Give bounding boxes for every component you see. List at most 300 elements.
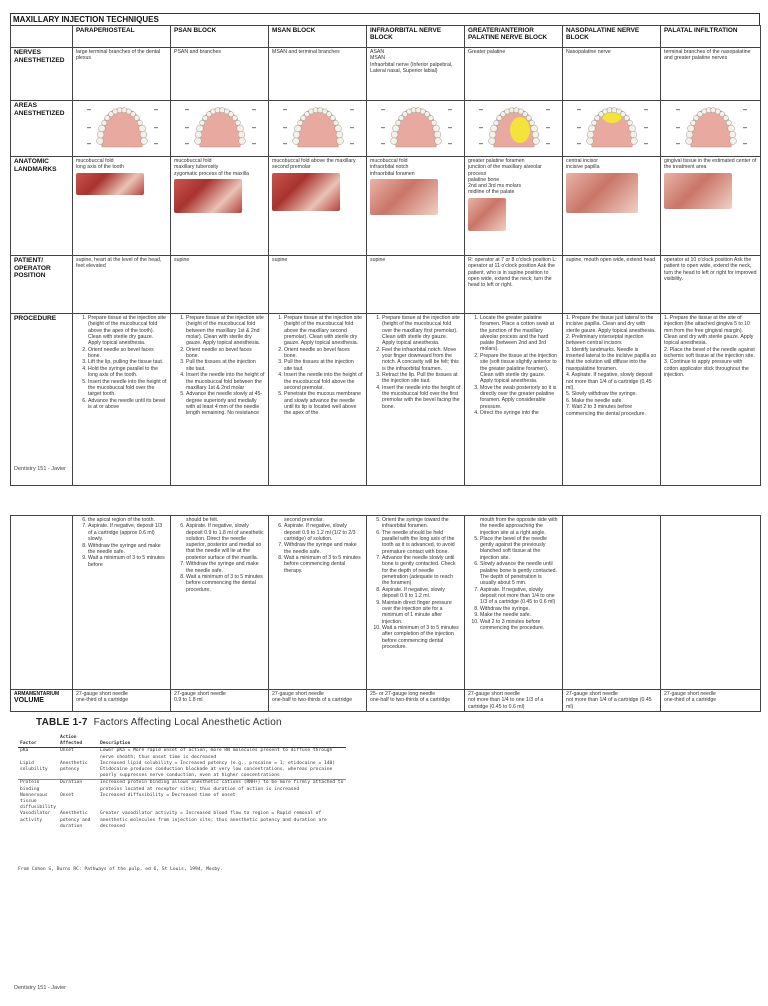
tooth-shape	[98, 125, 105, 132]
position-cell: supine	[367, 256, 465, 314]
tooth-shape	[140, 138, 147, 145]
arm-volume-cell	[171, 690, 269, 712]
cell-line: central incisor	[566, 158, 599, 164]
volume-text: one-third of a cartridge	[664, 697, 717, 704]
arch-diagram-cell	[171, 101, 269, 157]
col-header: NASOPALATINE NERVE BLOCK	[563, 26, 661, 48]
tooth-shape	[140, 131, 147, 138]
landmark-photo	[566, 173, 638, 213]
tooth-shape	[391, 131, 398, 138]
action-cell: Onset	[59, 792, 74, 798]
position-cell: supine, heart at the level of the head, feet elevated	[73, 256, 171, 314]
procedure-step: 8. Withdraw the syringe and make the needle safe.	[88, 543, 167, 556]
procedure-step: 10. Wait 2 to 3 minutes before commencing the procedure.	[480, 619, 559, 632]
procedure-steps	[272, 315, 363, 417]
action-cell: Onset	[59, 748, 74, 754]
procedure-cell	[465, 516, 563, 690]
procedure-step: 3. Retract the lip. Pull the tissues at the injection site taut.	[382, 372, 461, 385]
label-tick	[381, 127, 385, 128]
procedure-step: 2. Orient needle so bevel faces bone.	[284, 347, 363, 360]
cell-line: Infraorbital nerve (Inferior palpebral, Lateral nasal, Superior labial)	[370, 61, 453, 74]
tooth-shape	[238, 131, 245, 138]
label-tick	[87, 109, 91, 110]
table-1-7-col-header: Action Affected	[58, 735, 98, 748]
procedure-step: 7. Aspirate. If negative, slowly deposit not more than 1/4 to one 1/3 of a cartridge (0.45 to 0.6 ml)	[480, 587, 559, 606]
row-label-landmarks: ANATOMIC LANDMARKS	[11, 157, 73, 256]
tooth-shape	[532, 131, 539, 138]
procedure-cell	[171, 314, 269, 486]
procedure-step: 1. Prepare the tissue just lateral to the incisive papilla. Clean and dry with sterile gauze. Apply topical anesthesia.	[566, 315, 656, 334]
label-tick	[743, 143, 747, 144]
row-label-areas: AREAS ANESTHETIZED	[11, 101, 73, 157]
nerves-row	[11, 48, 761, 101]
procedure-steps	[370, 315, 461, 410]
tooth-shape	[194, 138, 201, 145]
label-tick	[350, 127, 354, 128]
document-title: MAXILLARY INJECTION TECHNIQUES	[10, 13, 760, 25]
arch-diagram-cell	[563, 101, 661, 157]
procedure-cell	[73, 314, 171, 486]
palate-shape	[296, 108, 338, 147]
landmarks-cell	[465, 157, 563, 256]
action-cell: Duration	[58, 780, 98, 793]
tooth-shape	[529, 120, 534, 125]
procedure-cell	[171, 516, 269, 690]
col-header: INFRAORBITAL NERVE BLOCK	[367, 26, 465, 48]
tooth-shape	[729, 138, 736, 145]
procedure-step-continued: second premolar.	[284, 517, 324, 523]
landmarks-cell	[171, 157, 269, 256]
factor-cell: Lipid solubility	[20, 760, 48, 773]
arch-diagram-cell	[465, 101, 563, 157]
armamentarium-text: 25- or 27-gauge long needle	[370, 691, 436, 697]
position-cell: supine, mouth open wide, extend head	[563, 256, 661, 314]
nerves-cell	[661, 48, 761, 101]
procedure-cell	[661, 516, 761, 690]
armamentarium-text: 27-gauge short needle	[566, 691, 618, 697]
landmarks-cell	[269, 157, 367, 256]
procedure-cell	[563, 314, 661, 486]
description-cell: Greater vasodilator activity = Increased blood flow to region = Rapid removal of anesthetic molecules from injection site; thus anesthetic potency and duration are decreased	[99, 811, 327, 829]
maxillary-arch-diagram	[182, 103, 258, 149]
maxillary-arch-diagram	[378, 103, 454, 149]
tooth-shape	[591, 120, 596, 125]
procedure-step: 7. Aspirate. If negative, deposit 1/3 of a cartridge (approx 0.6 ml) slowly.	[88, 523, 167, 542]
procedure-step-continued: should be felt.	[186, 517, 219, 523]
cell-line: Greater palatine	[468, 49, 506, 55]
tooth-shape	[627, 120, 632, 125]
page-2	[10, 515, 760, 712]
procedure-step: 3. Continue to apply pressure with cotton applicator stick throughout the injection.	[664, 359, 749, 379]
procedure-step: 1. Prepare the tissue at the site of injection (the attached gingiva 5 to 10 mm from the free gingival margin). Clean and dry with sterile gauze. Apply topical anesthesia.	[664, 315, 754, 347]
procedure-step: 7. Withdraw the syringe and make the needle safe.	[284, 542, 363, 555]
nerves-cell	[171, 48, 269, 101]
procedure-step: 1. Prepare tissue at the injection site (height of the mucobuccal fold above the maxillary second premolar). Clean with sterile dry gauze. Apply topical anesthesia.	[284, 315, 363, 346]
tooth-shape	[432, 125, 439, 132]
cell-line: maxillary tuberosity	[174, 164, 219, 171]
procedure-step: 9. Wait a minimum of 3 to 5 minutes before	[88, 555, 167, 568]
tooth-shape	[294, 125, 301, 132]
cell-line: midline of the palate	[468, 189, 515, 196]
landmarks-cell	[661, 157, 761, 256]
description-cell: Increased protein binding allows anesthetic cations (RNH+) to be more firmly attached to proteins located at receptor sites; thus duration of action is increased	[98, 780, 346, 793]
procedure-step: 8. Withdraw the syringe.	[480, 606, 559, 612]
col-header: PARAPERIOSTEAL	[73, 26, 171, 48]
position-cell: supine	[269, 256, 367, 314]
procedure-row-continued	[11, 516, 761, 690]
tooth-shape	[293, 131, 300, 138]
palate-shape	[394, 108, 436, 147]
label-tick	[381, 109, 385, 110]
cell-line: large terminal branches of the dental plexus	[76, 49, 161, 62]
procedure-step: 4. Direct the syringe into the	[480, 410, 559, 416]
procedure-steps	[174, 315, 265, 417]
factor-cell: Vasodilator activity	[20, 811, 51, 823]
arch-diagram-cell	[367, 101, 465, 157]
tooth-shape	[690, 120, 695, 125]
tooth-shape	[586, 138, 593, 145]
label-tick	[546, 109, 550, 110]
volume-text: one-third of a cartridge	[76, 697, 129, 704]
footer-text: Dentistry 151 - Javier	[14, 466, 66, 472]
maxillary-arch-diagram	[84, 103, 160, 149]
procedure-step: 2. Place the bevel of the needle against ischemic soft tissue at the injection site.	[664, 346, 755, 359]
label-tick	[350, 143, 354, 144]
landmarks-row	[11, 157, 761, 256]
maxillary-arch-diagram	[476, 103, 552, 149]
factor-cell: Nonnervous tissue diffusibility	[20, 792, 56, 811]
description-cell: Increased lipid solubility = Increased potency (e.g., procaine = 1; etidocaine = 140) Etidocaine produces conduction blockade at very low concentrations, whereas procaine poorly suppresses nerve conduction, even at higher concentrations	[99, 760, 336, 779]
tooth-shape	[297, 120, 302, 125]
label-tick	[479, 143, 483, 144]
nerves-cell	[73, 48, 171, 101]
table-1-7-label: TABLE 1-7	[36, 717, 88, 728]
empty-label-cell	[11, 516, 73, 690]
arch-diagram-cell	[661, 101, 761, 157]
procedure-cell	[661, 314, 761, 486]
armamentarium-text: 27-gauge short needle	[76, 691, 128, 697]
cell-line: mucobuccal fold	[76, 158, 114, 164]
landmark-photo	[272, 173, 340, 211]
arm-volume-cell	[269, 690, 367, 712]
procedure-step: 6. Make the needle safe.	[566, 397, 623, 404]
nerves-cell	[465, 48, 563, 101]
tooth-shape	[395, 120, 400, 125]
procedure-cell	[465, 314, 563, 486]
tooth-shape	[434, 138, 441, 145]
tooth-shape	[96, 138, 103, 145]
cell-line: palatine bone	[468, 176, 500, 183]
procedure-step: 3. Pull the tissues at the injection site taut.	[284, 359, 363, 372]
label-tick	[252, 127, 256, 128]
label-tick	[644, 109, 648, 110]
procedure-step: 2. Preliminary interseptal injection between central incisors	[566, 334, 644, 347]
tooth-shape	[196, 125, 203, 132]
landmark-photo	[370, 179, 438, 215]
procedure-steps	[272, 523, 363, 574]
label-tick	[546, 127, 550, 128]
tooth-shape	[97, 131, 104, 138]
tooth-shape	[532, 138, 539, 145]
volume-text: one-half to two-thirds of a cartridge	[370, 697, 451, 704]
label-tick	[185, 109, 189, 110]
label-tick	[252, 143, 256, 144]
procedure-steps	[76, 315, 167, 410]
landmarks-cell	[367, 157, 465, 256]
row-label-armamentarium-volume	[11, 690, 73, 712]
tooth-shape	[235, 120, 240, 125]
procedure-step: 2. Orient needle so bevel faces bone.	[88, 347, 167, 360]
tooth-shape	[727, 125, 734, 132]
table-1-7-col-header: Factor	[18, 735, 58, 748]
nerves-cell	[563, 48, 661, 101]
tooth-shape	[137, 120, 142, 125]
arm-volume-cell	[367, 690, 465, 712]
tooth-shape	[493, 120, 498, 125]
landmark-photo	[76, 173, 144, 195]
armamentarium-text: 27-gauge short needle	[272, 691, 324, 697]
procedure-cell	[269, 314, 367, 486]
tooth-shape	[238, 138, 245, 145]
row-label-position: PATIENT/ OPERATOR POSITION	[11, 256, 73, 314]
injection-techniques-table-continued	[10, 515, 761, 712]
label-tick	[676, 143, 680, 144]
procedure-step: 4. Aspirate. If negative, slowly deposit not more than 1/4 of a cartridge (0.45 ml).	[566, 372, 653, 391]
cell-line: ASAN	[370, 49, 385, 55]
label-tick	[252, 109, 256, 110]
procedure-step-continued: mouth from the opposite side with the needle approaching the injection site at a right angle.	[480, 517, 558, 536]
tooth-shape	[434, 131, 441, 138]
col-header: PSAN BLOCK	[171, 26, 269, 48]
tooth-shape	[390, 138, 397, 145]
label-tick	[154, 109, 158, 110]
armamentarium-volume-row	[11, 690, 761, 712]
label-tick	[185, 127, 189, 128]
procedure-step: 3. Move the swab posteriorly so it is directly over the greater palatine foramen. Apply considerable pressure.	[480, 385, 559, 410]
label-tick	[743, 109, 747, 110]
procedure-step: 5. Orient the syringe toward the infraorbital foramen.	[382, 517, 461, 530]
procedure-step: 8. Wait a minimum of 3 to 5 minutes before commencing dental therapy.	[284, 555, 363, 574]
procedure-step: 7. Wait 2 to 3 minutes before commencing the dental procedure.	[566, 404, 646, 417]
procedure-step: 9. Maintain direct finger pressure over the injection site for a minimum of 1 minute after injection.	[382, 600, 461, 625]
procedure-step: 8. Wait a minimum of 3 to 5 minutes before commencing the dental procedure.	[186, 574, 265, 593]
nerves-cell	[367, 48, 465, 101]
table-1-7-row	[18, 811, 346, 830]
col-header: PALATAL INFILTRATION	[661, 26, 761, 48]
label-tick	[644, 127, 648, 128]
procedure-step: 6. Aspirate. If negative, slowly deposit 0.9 to 1.8 ml of anesthetic solution. Direct the needle superior, posterior and medial so that the needle will lie at the posterior surface of the maxilla.	[186, 523, 265, 561]
procedure-step: 1. Prepare tissue at the injection site (height of the mucobuccal fold above the apex of the tooth). Clean with sterile dry gauze. Apply topical anesthesia.	[88, 315, 167, 346]
label-tick	[283, 127, 287, 128]
volume-text: not more than 1/4 of a cartridge (0.45 ml)	[566, 697, 652, 710]
position-cell: supine	[171, 256, 269, 314]
factor-cell: Protein binding	[18, 780, 58, 793]
procedure-step: 4. Insert the needle into the height of the mucobuccal fold over the first premolar with the bevel facing the bone.	[382, 385, 461, 410]
table-1-7-title	[36, 717, 282, 728]
procedure-step: 6. The needle should be held parallel with the long axis of the tooth as it is advanced, to avoid premature contact with bone.	[382, 530, 461, 555]
procedure-step: 5. Insert the needle into the height of the mucobuccal fold over the target tooth.	[88, 379, 167, 398]
procedure-steps	[76, 517, 167, 568]
tooth-shape	[630, 131, 637, 138]
procedure-step: 4. Hold the syringe parallel to the long axis of the tooth.	[88, 366, 167, 379]
cell-line: PSAN and branches	[174, 49, 222, 55]
tooth-shape	[729, 131, 736, 138]
procedure-step: 2. Feel the infraorbital notch. Move your finger downward from the notch. A concavity will be felt; this is the infraorbital foramen.	[382, 347, 461, 372]
label-tick	[448, 109, 452, 110]
tooth-shape	[587, 131, 594, 138]
cell-line: gingival tissue in the estimated center of the treatment area	[664, 158, 757, 171]
procedure-step: 1. Locate the greater palatine foramen. Place a cotton swab at the junction of the maxillary alveolar process and the hard palate (between 2nd and 3rd molars).	[480, 315, 559, 353]
label-tick	[448, 143, 452, 144]
cell-line: junction of the maxillary alveolar process	[468, 164, 542, 177]
procedure-step: 1. Prepare tissue at the injection site (height of the mucobuccal fold between the maxillary 1st & 2nd molar). Clean with sterile dry gauze. Apply topical anesthesia.	[186, 315, 265, 346]
tooth-shape	[489, 131, 496, 138]
injection-techniques-table	[10, 25, 761, 486]
procedure-row	[11, 314, 761, 486]
tooth-shape	[490, 125, 497, 132]
landmark-photo	[174, 179, 242, 213]
procedure-step: 6. the apical region of the tooth.	[88, 517, 167, 523]
tooth-shape	[431, 120, 436, 125]
col-header: MSAN BLOCK	[269, 26, 367, 48]
label-tick	[479, 109, 483, 110]
procedure-step: 5. Slowly withdraw the syringe.	[566, 391, 637, 398]
tooth-shape	[530, 125, 537, 132]
procedure-step: 6. Slowly advance the needle until palatine bone is gently contacted. The depth of penetration is usually about 5 mm.	[480, 561, 559, 586]
landmark-photo	[468, 198, 506, 231]
table-1-7-row	[18, 780, 346, 793]
label-tick	[546, 143, 550, 144]
row-label-nerves: NERVES ANESTHETIZED	[11, 48, 73, 101]
tooth-shape	[333, 120, 338, 125]
tooth-shape	[392, 125, 399, 132]
cell-line: zygomatic process of the maxilla	[174, 170, 249, 177]
table-1-7-header-row	[18, 735, 346, 748]
tooth-shape	[199, 120, 204, 125]
tooth-shape	[624, 115, 629, 120]
procedure-step: 8. Aspirate. If negative, slowly deposit 0.9 to 1.2 ml.	[382, 587, 461, 600]
procedure-step: 2. Prepare the tissue at the injection site (soft tissue slightly anterior to the greater palatine foramen). Clean with sterile dry gauze. Apply topical anesthesia.	[480, 353, 559, 384]
cell-line: greater palatine foramen	[468, 158, 525, 164]
volume-text: not more than 1/4 to one 1/3 of a cartridge (0.45 to 0.6 ml)	[468, 697, 544, 710]
nerves-cell	[269, 48, 367, 101]
procedure-cell	[73, 516, 171, 690]
armamentarium-text: 27-gauge short needle	[664, 691, 716, 697]
palate-shape	[689, 108, 731, 147]
armamentarium-text: 27-gauge short needle	[468, 691, 520, 697]
tooth-shape	[292, 138, 299, 145]
cell-line: terminal branches of the nasopalatine and greater palatine nerves	[664, 49, 751, 62]
procedure-step: 3. Pull the tissues at the injection site taut.	[186, 359, 265, 372]
header-row	[11, 26, 761, 48]
cell-line: mucobuccal fold	[174, 158, 212, 164]
table-1-7	[18, 735, 346, 830]
table-1-7-body	[18, 748, 346, 830]
arm-volume-cell	[73, 690, 171, 712]
areas-row	[11, 101, 761, 157]
label-tick	[154, 127, 158, 128]
arm-volume-cell	[465, 690, 563, 712]
landmark-photo	[664, 173, 732, 209]
procedure-steps	[468, 536, 559, 631]
maxillary-arch-diagram	[673, 103, 749, 149]
maxillary-arch-diagram	[280, 103, 356, 149]
cell-line: incisive papilla	[566, 164, 600, 171]
label-tick	[577, 109, 581, 110]
tooth-shape	[236, 125, 243, 132]
position-cell: R: operator at 7 or 8 o'clock position L: operator at 11 o'clock position Ask the patient, who is in supine position to open wide, extend the neck; turn the head to left or right.	[465, 256, 563, 314]
tooth-shape	[336, 131, 343, 138]
label-tick	[381, 143, 385, 144]
row-label-volume: VOLUME	[14, 696, 44, 704]
procedure-step: 9. Make the needle safe.	[480, 612, 559, 618]
arm-volume-cell	[661, 690, 761, 712]
tooth-shape	[232, 115, 237, 120]
row-label-procedure: PROCEDURE	[11, 314, 73, 486]
label-tick	[676, 109, 680, 110]
col-header: GREATER/ANTERIOR PALATINE NERVE BLOCK	[465, 26, 563, 48]
label-tick	[154, 143, 158, 144]
tooth-shape	[336, 138, 343, 145]
tooth-shape	[101, 120, 106, 125]
tooth-shape	[686, 131, 693, 138]
label-tick	[448, 127, 452, 128]
procedure-step: 3. Lift the lip, pulling the tissue taut.	[88, 359, 167, 365]
tooth-shape	[428, 115, 433, 120]
action-cell: Anesthetic potency	[59, 760, 88, 773]
label-tick	[479, 127, 483, 128]
volume-text: 0.9 to 1.8 ml	[174, 697, 203, 704]
label-tick	[283, 143, 287, 144]
procedure-step: 1. Prepare tissue at the injection site (height of the mucobuccal fold over the maxillary first premolar). Clean with sterile dry gauze. Apply topical anesthesia.	[382, 315, 461, 346]
table-1-7-source: From Cohen S, Burns RC: Pathways of the pulp, ed 6, St Louis, 1994, Mosby.	[18, 867, 223, 872]
label-tick	[87, 127, 91, 128]
procedure-step: 6. Advance the needle until its bevel is at or above	[88, 398, 167, 411]
landmarks-cell	[563, 157, 661, 256]
procedure-step: 2. Orient needle so bevel faces bone.	[186, 347, 265, 360]
factor-cell: pKa	[20, 748, 29, 754]
tooth-shape	[685, 138, 692, 145]
tooth-shape	[334, 125, 341, 132]
page-1	[10, 13, 760, 486]
tooth-shape	[138, 125, 145, 132]
label-tick	[577, 143, 581, 144]
row-label-armamentarium: ARMAMENTARIUM	[14, 691, 60, 697]
procedure-step: 10. Wait a minimum of 3 to 5 minutes after completion of the injection before commencing dental procedure.	[382, 625, 461, 650]
label-tick	[185, 143, 189, 144]
tooth-shape	[628, 125, 635, 132]
table-1-7-col-header: Description	[98, 735, 346, 748]
cell-line: mucobuccal fold	[370, 158, 408, 164]
cell-line: MSAN	[370, 55, 385, 62]
procedure-cell	[367, 516, 465, 690]
procedure-step: 6. Aspirate. If negative, slowly deposit 0.9 to 1.2 ml (1/2 to 2/3 cartridge) of solution.	[284, 523, 363, 542]
procedure-step: 7. Advance the needle slowly until bone is gently contacted. Check for the depth of needle penetration (adequate to reach the foramen)	[382, 555, 461, 586]
label-tick	[283, 109, 287, 110]
arch-diagram-cell	[73, 101, 171, 157]
procedure-steps	[174, 523, 265, 593]
cell-line: mucobuccal fold above the maxillary second premolar	[272, 158, 356, 171]
procedure-step: 7. Withdraw the syringe and make the needle safe.	[186, 561, 265, 574]
label-tick	[644, 143, 648, 144]
label-tick	[743, 127, 747, 128]
table-1-7-row	[18, 748, 346, 761]
procedure-step: 4. Insert the needle into the height of the mucobuccal fold between the maxillary 1st & 2nd molar	[186, 372, 265, 391]
description-cell: Lower pKa = More rapid onset of action, more RN molecules present to diffuse through nerve sheath; thus onset time is decreased	[99, 748, 333, 760]
tooth-shape	[687, 125, 694, 132]
procedure-cell	[563, 516, 661, 690]
anesthetized-area-highlight	[510, 117, 530, 143]
